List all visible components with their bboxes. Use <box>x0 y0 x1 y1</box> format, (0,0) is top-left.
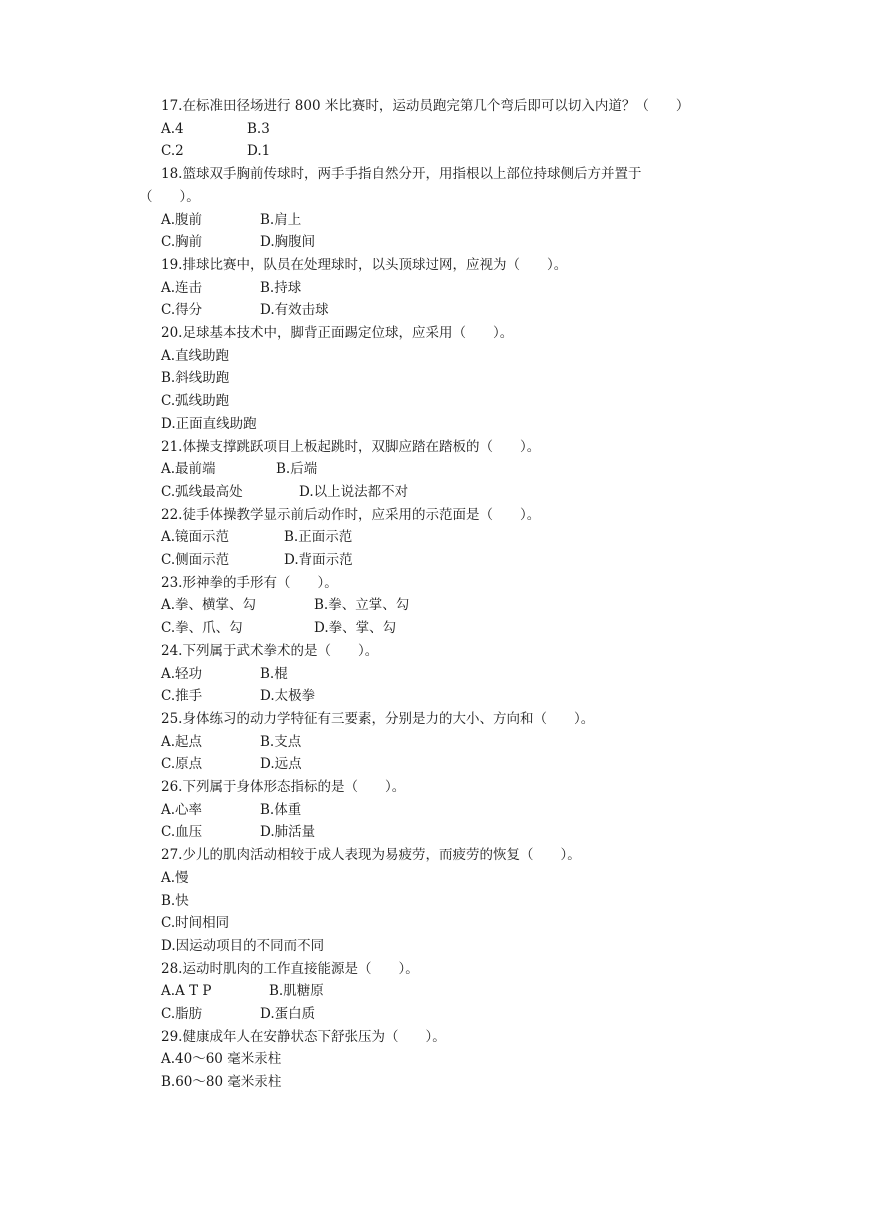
option-a: A.起点 <box>161 733 203 750</box>
option-d: D.肺活量 <box>260 824 316 841</box>
option-d: D.正面直线助跑 <box>161 415 257 432</box>
option-row <box>161 981 324 1001</box>
option-c: C.弧线最高处 <box>161 483 243 500</box>
option-b: B.快 <box>161 892 189 909</box>
option-row <box>161 232 316 252</box>
option-b: B.持球 <box>260 279 302 296</box>
option-row <box>161 800 302 820</box>
option-a: A.直线助跑 <box>161 347 230 364</box>
question-stem: 18.篮球双手胸前传球时，两手手指自然分开，用指根以上部位持球侧后方并置于 <box>161 166 642 183</box>
option-row <box>161 595 410 615</box>
option-row <box>161 936 324 956</box>
option-row <box>161 391 229 411</box>
option-row <box>161 618 397 638</box>
option-row <box>161 300 329 320</box>
question-stem: 26.下列属于身体形态指标的是（ ）。 <box>161 779 406 795</box>
option-row <box>161 368 229 388</box>
question-stem: 21.体操支撑跳跃项目上板起跳时，双脚应踏在踏板的（ ）。 <box>161 438 541 455</box>
option-d: D.远点 <box>260 756 302 773</box>
option-c: C.得分 <box>161 302 203 319</box>
option-b: B.斜线助跑 <box>161 370 230 387</box>
question-stem: 17.在标准田径场进行 800 米比赛时，运动员跑完第几个弯后即可以切入内道？（ ） <box>161 98 690 114</box>
option-b: B.拳、立掌、勾 <box>314 597 410 614</box>
option-b: B.后端 <box>276 461 318 478</box>
option-a: A.连击 <box>161 279 203 296</box>
option-b: B.3 <box>247 120 270 137</box>
question-stem: 27.少儿的肌肉活动相较于成人表现为易疲劳，而疲劳的恢复（ ）。 <box>161 847 581 864</box>
option-a: A.最前端 <box>161 461 216 478</box>
option-row <box>161 527 353 547</box>
option-a: A.轻功 <box>161 665 203 682</box>
option-row <box>161 686 316 706</box>
option-b: B.肌糖原 <box>269 983 324 1000</box>
question-stem: 28.运动时肌肉的工作直接能源是（ ）。 <box>161 960 419 977</box>
option-row <box>161 754 302 774</box>
option-d: D.太极拳 <box>260 688 316 705</box>
option-row <box>161 1072 281 1092</box>
option-b: B.体重 <box>260 801 302 818</box>
question-stem: 20.足球基本技术中，脚背正面踢定位球，应采用（ ）。 <box>161 325 514 341</box>
option-a: A.4 <box>161 120 184 137</box>
option-c: C.侧面示范 <box>161 552 230 568</box>
option-row <box>161 278 302 298</box>
option-c: C.脂肪 <box>161 1006 203 1022</box>
option-row <box>161 913 229 933</box>
option-c: C.原点 <box>161 756 203 773</box>
option-d: D.有效击球 <box>260 302 329 319</box>
option-row <box>161 1049 281 1069</box>
option-a: A.A T P <box>161 983 212 1000</box>
option-row <box>161 210 302 230</box>
option-b: B.肩上 <box>260 211 302 228</box>
option-b: B.支点 <box>260 733 302 750</box>
option-c: C.时间相同 <box>161 915 230 932</box>
option-row <box>161 732 302 752</box>
question-stem: 22.徒手体操教学显示前后动作时，应采用的示范面是（ ）。 <box>161 506 541 523</box>
option-d: D.以上说法都不对 <box>299 483 409 500</box>
option-row <box>161 141 271 161</box>
option-c: C.2 <box>161 143 184 160</box>
option-d: D.拳、掌、勾 <box>314 620 397 637</box>
question-stem: 24.下列属于武术拳术的是（ ）。 <box>161 642 379 659</box>
option-b: B.60～80 毫米汞柱 <box>161 1074 282 1091</box>
option-row <box>161 119 270 139</box>
option-row <box>161 868 189 888</box>
option-a: A.拳、横掌、勾 <box>161 597 257 614</box>
option-c: C.弧线助跑 <box>161 393 230 410</box>
option-b: B.棍 <box>260 665 288 682</box>
option-row <box>161 414 257 434</box>
option-a: A.心率 <box>161 801 203 818</box>
option-a: A.40～60 毫米汞柱 <box>161 1051 282 1068</box>
option-b: B.正面示范 <box>284 529 353 546</box>
option-a: A.镜面示范 <box>161 529 230 546</box>
option-d: D.蛋白质 <box>260 1006 316 1022</box>
option-row <box>161 459 318 479</box>
question-stem-continued: （ ）。 <box>139 188 200 205</box>
question-stem: 25.身体练习的动力学特征有三要素，分别是力的大小、方向和（ ）。 <box>161 710 595 727</box>
option-row <box>161 822 316 842</box>
question-stem: 23.形神拳的手形有（ ）。 <box>161 574 338 591</box>
option-row <box>161 346 229 366</box>
option-c: C.拳、爪、勾 <box>161 620 243 637</box>
question-stem: 29.健康成年人在安静状态下舒张压为（ ）。 <box>161 1028 446 1045</box>
option-row <box>161 664 288 684</box>
question-stem: 19.排球比赛中，队员在处理球时，以头顶球过网，应视为（ ）。 <box>161 256 568 273</box>
option-d: D.因运动项目的不同而不同 <box>161 937 325 954</box>
option-c: C.血压 <box>161 824 203 841</box>
option-d: D.胸腹间 <box>260 234 316 251</box>
option-row <box>161 891 189 911</box>
option-row <box>161 482 409 502</box>
option-c: C.推手 <box>161 688 203 705</box>
option-row <box>161 1004 316 1024</box>
option-c: C.胸前 <box>161 234 203 251</box>
option-d: D.1 <box>247 143 271 160</box>
option-d: D.背面示范 <box>284 552 353 568</box>
option-row <box>161 550 353 570</box>
option-a: A.慢 <box>161 869 189 886</box>
option-a: A.腹前 <box>161 211 203 228</box>
